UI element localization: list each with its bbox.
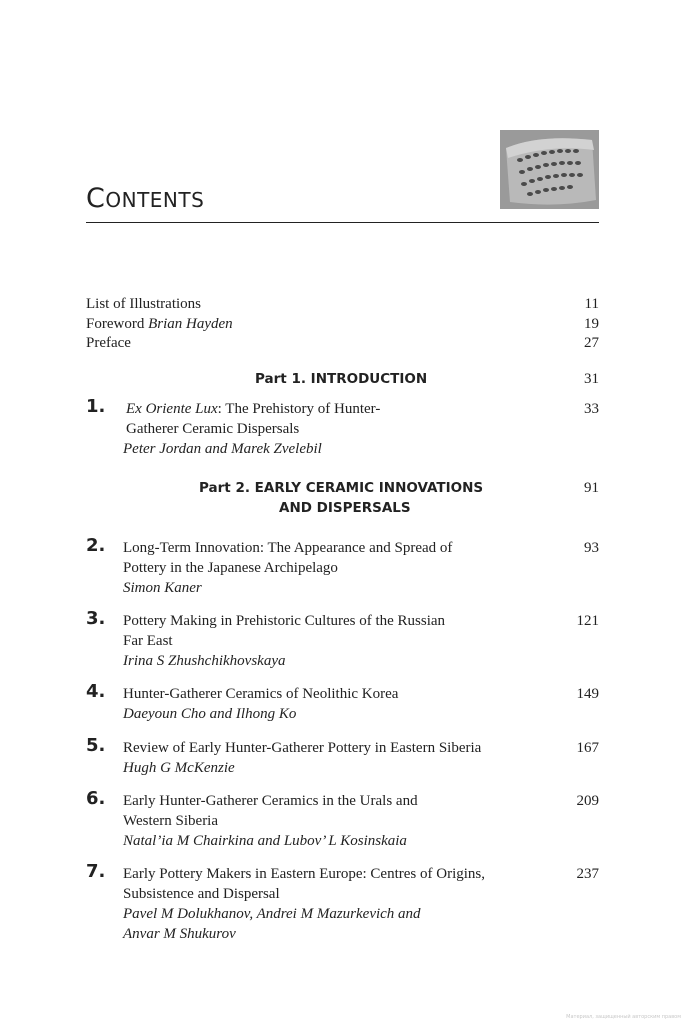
chapter-number: 3. — [86, 608, 106, 629]
chapter-title-line: Subsistence and Dispersal — [123, 886, 280, 902]
entry-page: 27 — [584, 335, 599, 351]
chapter-title-line: Hunter-Gatherer Ceramics of Neolithic Korea — [123, 686, 399, 702]
chapter-title-line: Pottery Making in Prehistoric Cultures of the Russian — [123, 613, 446, 629]
chapter-title-italic: Ex Oriente Lux — [126, 401, 218, 417]
entry-page: 19 — [584, 316, 599, 332]
entry-label: List of Illustrations — [86, 296, 201, 312]
chapter-number: 4. — [86, 681, 106, 702]
chapter-number: 1. — [86, 396, 106, 417]
pottery-sherd-image — [500, 130, 599, 209]
chapter-authors: Natal’ia M Chairkina and Lubov’ L Kosinskaia — [123, 833, 407, 849]
chapter-authors: Pavel M Dolukhanov, Andrei M Mazurkevich and — [123, 906, 421, 922]
chapter-authors: Irina S Zhushchikhovskaya — [123, 653, 286, 669]
chapter-title-line: Early Pottery Makers in Eastern Europe: Centres of Origins, — [123, 866, 485, 882]
chapter-authors: Anvar M Shukurov — [123, 926, 236, 942]
chapter-authors: Simon Kaner — [123, 580, 202, 596]
title-rest: ONTENTS — [105, 188, 205, 212]
chapter-page: 167 — [576, 740, 599, 756]
chapter-title-line: Gatherer Ceramic Dispersals — [126, 421, 300, 437]
page-title — [86, 183, 204, 214]
chapter-authors: Peter Jordan and Marek Zvelebil — [123, 441, 322, 457]
title-initial: C — [86, 183, 106, 214]
chapter-title-line: Review of Early Hunter-Gatherer Pottery in Eastern Siberia — [123, 740, 482, 756]
part-page: 31 — [584, 371, 599, 387]
entry-author: Brian Hayden — [148, 316, 233, 332]
part-label: Part 1. INTRODUCTION — [255, 371, 428, 387]
copyright-watermark: Материал, защищенный авторским правом — [566, 1014, 681, 1020]
entry-page: 11 — [584, 296, 599, 312]
chapter-title-line: Western Siberia — [123, 813, 219, 829]
chapter-number: 5. — [86, 735, 106, 756]
chapter-page: 149 — [576, 686, 599, 702]
entry-label: Preface — [86, 335, 131, 351]
part-page: 91 — [584, 480, 599, 496]
chapter-title-line: : The Prehistory of Hunter- — [217, 401, 381, 417]
chapter-page: 33 — [584, 401, 599, 417]
title-divider — [86, 222, 599, 223]
chapter-page: 209 — [576, 793, 599, 809]
chapter-number: 7. — [86, 861, 106, 882]
part-label: Part 2. EARLY CERAMIC INNOVATIONS — [199, 480, 484, 496]
chapter-page: 237 — [576, 866, 599, 882]
chapter-number: 6. — [86, 788, 106, 809]
chapter-authors: Hugh G McKenzie — [123, 760, 235, 776]
chapter-title-line: Pottery in the Japanese Archipelago — [123, 560, 338, 576]
chapter-title-line: Early Hunter-Gatherer Ceramics in the Urals and — [123, 793, 418, 809]
chapter-authors: Daeyoun Cho and Ilhong Ko — [123, 706, 297, 722]
entry-label: Foreword — [86, 316, 149, 332]
chapter-page: 121 — [576, 613, 599, 629]
chapter-title-line: Far East — [123, 633, 173, 649]
chapter-number: 2. — [86, 535, 106, 556]
chapter-page: 93 — [584, 540, 599, 556]
chapter-title-line: Long-Term Innovation: The Appearance and Spread of — [123, 540, 453, 556]
part-label-line2: AND DISPERSALS — [279, 500, 411, 516]
